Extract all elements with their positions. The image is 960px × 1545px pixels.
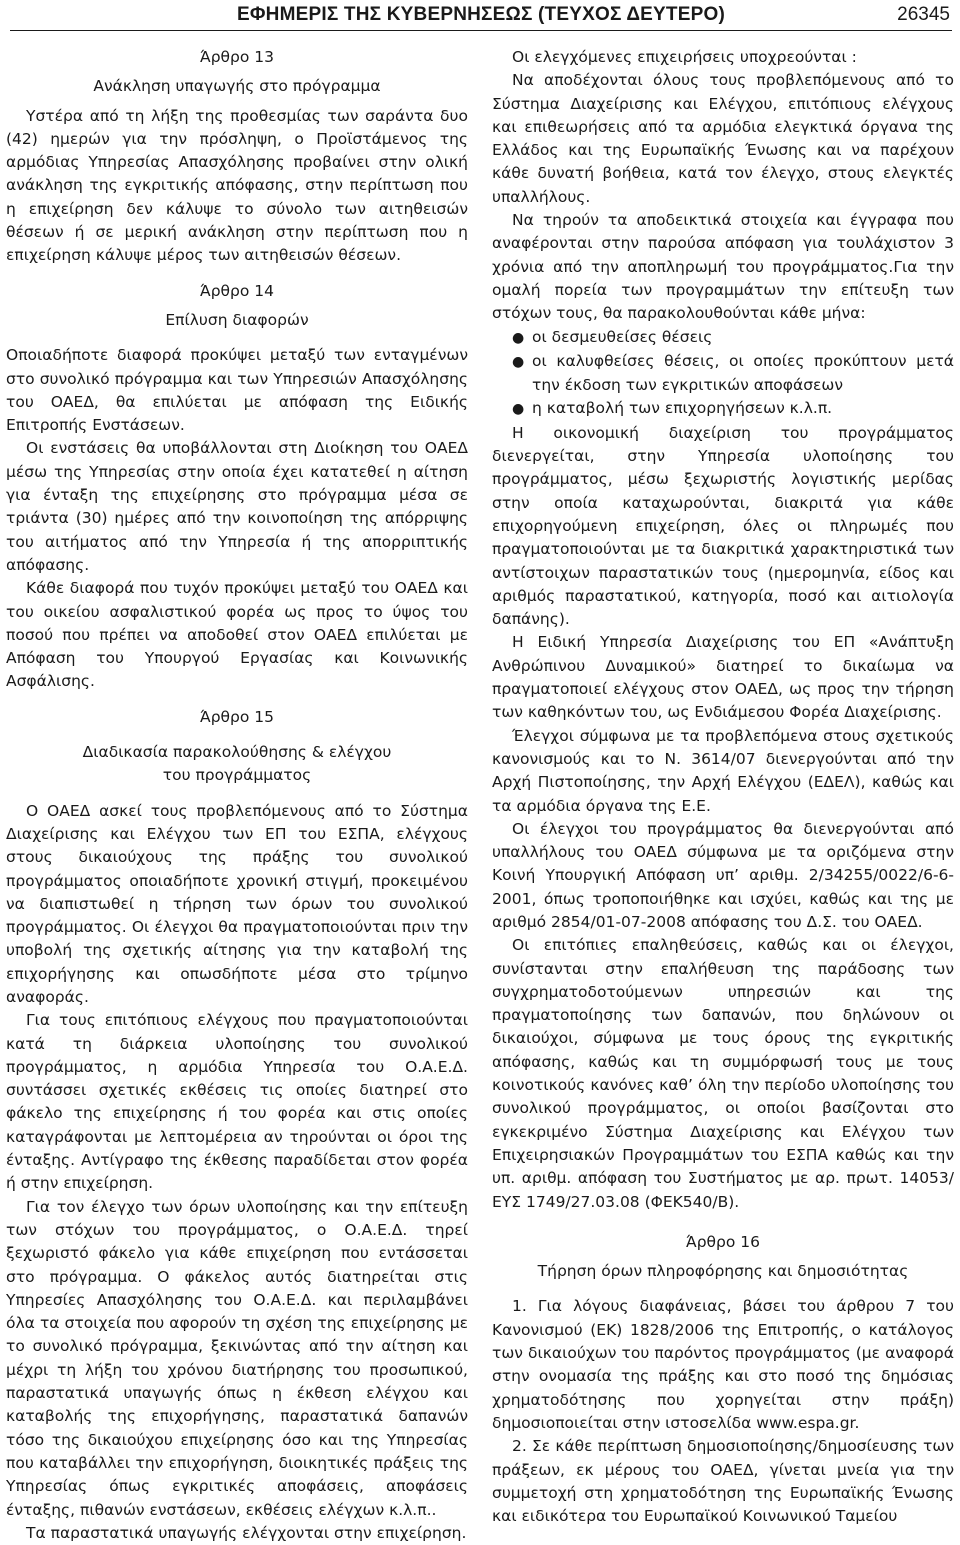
financial-management-paragraph: Η οικονομική διαχείριση του προγράμματος διενεργείται, στην Υπηρεσία υλοποίησης του προγράμματος, μέσω ξεχωριστής λογιστικής μερίδας στην οποία καταχωρούνται, διακριτά για κάθε επιχορηγούμενη επιχείρηση, όλες οι πληρωμές που πραγματοποιούνται με τα διακριτικά χαρακτηριστικά των αντίστοιχων παραστατικών τους (ημερομηνία, είδος και αριθμός παραστατικού, κατηγορία, ποσό και αιτιολογία δαπάνης). <box>492 423 954 629</box>
article-13-title: Ανάκληση υπαγωγής στο πρόγραμμα <box>93 77 381 96</box>
gazette-title: ΕΦΗΜΕΡΙΣ ΤΗΣ ΚΥΒΕΡΝΗΣΕΩΣ (ΤΕΥΧΟΣ ΔΕΥΤΕΡΟ) <box>237 4 725 25</box>
article-14-title: Επίλυση διαφορών <box>165 310 309 329</box>
article-15-paragraph-3: Για τον έλεγχο των όρων υλοποίησης και την επίτευξη των στόχων του προγράμματος, ο Ο.Α.Ε.Δ. τηρεί ξεχωριστό φάκελο για κάθε επιχείρηση που εντάσσεται στο πρόγραμμα. Ο φάκελος αυτός διατηρείται στις Υπηρεσίες Απασχόλησης του Ο.Α.Ε.Δ. και περιλαμβάνει όλα τα στοιχεία που αφορούν τη σχέση της επιχείρησης με το συνολικό πρόγραμμα, ξεκινώντας από την αίτηση και μέχρι τη λήξη του χρόνου διατήρησης του προσωπικού, παραστατικά υπαγωγής όπως η έκθεση ελέγχου και καταβολής της επιχορήγησης, παραστατικά δαπανών τόσο της δικαιούχου επιχείρησης όσο και της Υπηρεσίας που καταβάλλει την επιχορήγηση, διοικητικές πράξεις της Υπηρεσίας όπως εγκριτικές αποφάσεις, αποφάσεις ένταξης, πιθανών ενστάσεων, εκθέσεις ελέγχων κ.λ.π.. <box>6 1197 468 1519</box>
bullet-text: οι δεσμευθείσες θέσεις <box>532 327 713 346</box>
bullet-dot-icon: ● <box>512 353 525 370</box>
article-14-paragraph-3: Κάθε διαφορά που τυχόν προκύψει μεταξύ του ΟΑΕΔ και του οικείου ασφαλιστικού φορέα ως προς το ύψος του ποσού που πρέπει να αποδοθεί στον ΟΑΕΔ επιλύεται με Απόφαση του Υπουργού Εργασίας και Κοινωνικής Ασφάλισης. <box>6 579 468 691</box>
monitoring-bullet-item <box>492 350 954 398</box>
obligations-paragraph-1: Να αποδέχονται όλους τους προβλεπόμενους από το Σύστημα Διαχείρισης και Ελέγχου, επιτόπιους ελέγχους και επιθεωρήσεις από τα αρμόδια ελεγκτικά όργανα της Ελλάδος και της Ευρωπαϊκής Ένωσης και να παρέχουν κάθε δυνατή βοήθεια, κατά τον έλεγχο, στους ελεγκτές υπαλλήλους. <box>492 71 954 206</box>
article-16-title: Τήρηση όρων πληροφόρησης και δημοσιότητας <box>537 1262 909 1281</box>
bullet-text: οι καλυφθείσες θέσεις, οι οποίες προκύπτουν μετά την έκδοση των εγκριτικών αποφάσεων <box>532 351 954 395</box>
special-service-paragraph: Η Ειδική Υπηρεσία Διαχείρισης του ΕΠ «Ανάπτυξη Ανθρώπινου Δυναμικού» διατηρεί το δικαίωμα να πραγματοποιεί ελέγχους στον ΟΑΕΔ, ως προς την τήρηση των καθηκόντων του, ως Ενδιάμεσου Φορέα Διαχείρισης. <box>492 633 954 722</box>
monitoring-bullet-item <box>492 326 954 350</box>
page-number: 26345 <box>897 4 950 25</box>
bullet-dot-icon: ● <box>512 329 525 346</box>
article-14-number: Άρθρο 14 <box>199 281 275 300</box>
audits-paragraph: Έλεγχοι σύμφωνα με τα προβλεπόμενα στους σχετικούς κανονισμούς και το Ν. 3614/07 διενεργούνται από την Αρχή Πιστοποίησης, την Αρχή Ελέγχου (ΕΔΕΛ), καθώς και τα αρμόδια όργανα της Ε.Ε. <box>492 726 954 815</box>
article-13-paragraph: Υστέρα από τη λήξη της προθεσμίας των σαράντα δυο (42) ημερών για την πρόσληψη, ο Προϊστάμενος της αρμόδιας Υπηρεσίας Απασχόλησης προβαίνει στην ολική ανάκληση της εγκριτικής απόφασης, στην περίπτωση που η επιχείρηση δεν κάλυψε το σύνολο των αιτηθεισών θέσεων ή σε μερική ανάκληση στην περίπτωση που η επιχείρηση κάλυψε μέρος των αιτηθεισών θέσεων. <box>6 106 468 265</box>
obligations-paragraph-2: Να τηρούν τα αποδεικτικά στοιχεία και έγγραφα που αναφέρονται στην παρούσα απόφαση για τουλάχιστον 3 χρόνια από την αποπληρωμή του προγράμματος.Για την ομαλή πορεία των προγραμμάτων την επίτευξη των στόχων τους, θα παρακολουθούνται κάθε μήνα: <box>492 211 954 323</box>
page-header <box>10 0 952 31</box>
article-15-paragraph-4: Τα παραστατικά υπαγωγής ελέγχονται στην επιχείρηση. <box>26 1523 467 1542</box>
monitoring-bullet-item <box>492 397 954 421</box>
article-15-paragraph-1: Ο ΟΑΕΔ ασκεί τους προβλεπόμενους από το Σύστημα Διαχείρισης και Ελέγχου των ΕΠ του ΕΣΠΑ, ελέγχους στους δικαιούχους της πράξης του συνολικού προγράμματος οποιαδήποτε χρονική στιγμή, προκειμένου να διαπιστωθεί η τήρηση των όρων του συνολικού προγράμματος. Οι έλεγχοι θα πραγματοποιούνται πριν την υποβολή της σχετικής αίτησης για την καταβολή της επιχορήγησης και οπωσδήποτε μέσα στο τρίμηνο αναφοράς. <box>6 801 468 1006</box>
article-15-number: Άρθρο 15 <box>199 707 275 726</box>
article-15-title-line-1: Διαδικασία παρακολούθησης & ελέγχου <box>82 743 392 762</box>
article-13-number: Άρθρο 13 <box>199 48 275 66</box>
article-16-paragraph-1: 1. Για λόγους διαφάνειας, βάσει του άρθρου 7 του Κανονισμού (ΕΚ) 1828/2006 της Επιτροπής, ο κατάλογος των δικαιούχων του παρόντος προγράμματος (με αναφορά στην ονομασία της πράξης και στο ποσό της δημόσιας χρηματοδότησης που χορηγείται στην πράξη) δημοσιοποιείται στην ιστοσελίδα www.espa.gr. <box>492 1297 954 1432</box>
bullet-text: η καταβολή των επιχορηγήσεων κ.λ.π. <box>532 399 833 418</box>
bullet-dot-icon: ● <box>512 401 525 418</box>
article-16-number: Άρθρο 16 <box>685 1232 761 1251</box>
oaed-controls-paragraph: Οι έλεγχοι του προγράμματος θα διενεργούνται από υπαλλήλους του ΟΑΕΔ σύμφωνα με τα οριζόμενα στην Κοινή Υπουργική Απόφαση υπ’ αριθμ. 2/34255/0022/6-6-2001, όπως τροποποιήθηκε και ισχύει, καθώς και της με αριθμό 2854/01-07-2008 απόφασης του Δ.Σ. του ΟΑΕΔ. <box>492 819 954 931</box>
obligations-intro: Οι ελεγχόμενες επιχειρήσεις υποχρεούνται : <box>512 48 857 66</box>
article-16-paragraph-2: 2. Σε κάθε περίπτωση δημοσιοποίησης/δημοσίευσης των πράξεων, εκ μέρους του ΟΑΕΔ, γίνεται μνεία για την συμμετοχή στη χρηματοδότηση της Ευρωπαϊκής Ένωσης και ειδικότερα του Ευρωπαϊκού Κοινωνικού Ταμείου <box>492 1437 954 1526</box>
article-14-paragraph-2: Οι ενστάσεις θα υποβάλλονται στη Διοίκηση του ΟΑΕΔ μέσω της Υπηρεσίας στην οποία έχει κατατεθεί η αίτηση για ένταξη της επιχείρησης στο πρόγραμμα μέσα σε τριάντα (30) ημέρες από την κοινοποίηση της απόρριψης του αιτήματος από την Υπηρεσία ή της απορριπτικής απόφασης. <box>6 439 468 574</box>
article-14-paragraph-1: Οποιαδήποτε διαφορά προκύψει μεταξύ των ενταγμένων στο συνολικό πρόγραμμα και των Υπηρεσιών Απασχόλησης του ΟΑΕΔ, θα επιλύεται με απόφαση της Ειδικής Επιτροπής Ενστάσεων. <box>6 346 468 435</box>
right-column <box>492 46 954 1528</box>
article-15-paragraph-2: Για τους επιτόπιους ελέγχους που πραγματοποιούνται κατά τη διάρκεια υλοποίησης του συνολικού προγράμματος, η αρμόδια Υπηρεσία του Ο.Α.Ε.Δ. συντάσσει σχετικές εκθέσεις τις οποίες διατηρεί στο φάκελο της επιχείρησης ή του φορέα και στις οποίες καταγράφονται με λεπτομέρεια αν τηρούνται οι όροι της ένταξης. Αντίγραφο της έκθεσης παραδίδεται στον φορέα ή στην επιχείρηση. <box>6 1011 468 1193</box>
on-site-verifications-paragraph: Οι επιτόπιες επαληθεύσεις, καθώς και οι έλεγχοι, συνίστανται στην επαλήθευση της παράδοσης των συγχρηματοδοτούμενων υπηρεσιών και της πραγματοποίησης των δαπανών, που δηλώνουν οι δικαιούχοι, σύμφωνα με τους όρους της εγκριτικής απόφασης, καθώς και τη συμμόρφωσή τους με τους κοινοτικούς κανόνες καθ’ όλη την περίοδο υλοποίησης του συνολικού προγράμματος, οι οποίοι βασίζονται στο εγκεκριμένο Σύστημα Διαχείρισης και Ελέγχου των Επιχειρησιακών Προγραμμάτων του ΕΣΠΑ καθώς και την υπ. αριθμ. απόφαση του Συστήματος με αρ. πρωτ. 14053/ΕΥΣ 1749/27.03.08 (ΦΕΚ540/Β). <box>492 936 954 1211</box>
article-15-title-line-2: του προγράμματος <box>162 766 312 785</box>
left-column <box>6 46 468 1545</box>
